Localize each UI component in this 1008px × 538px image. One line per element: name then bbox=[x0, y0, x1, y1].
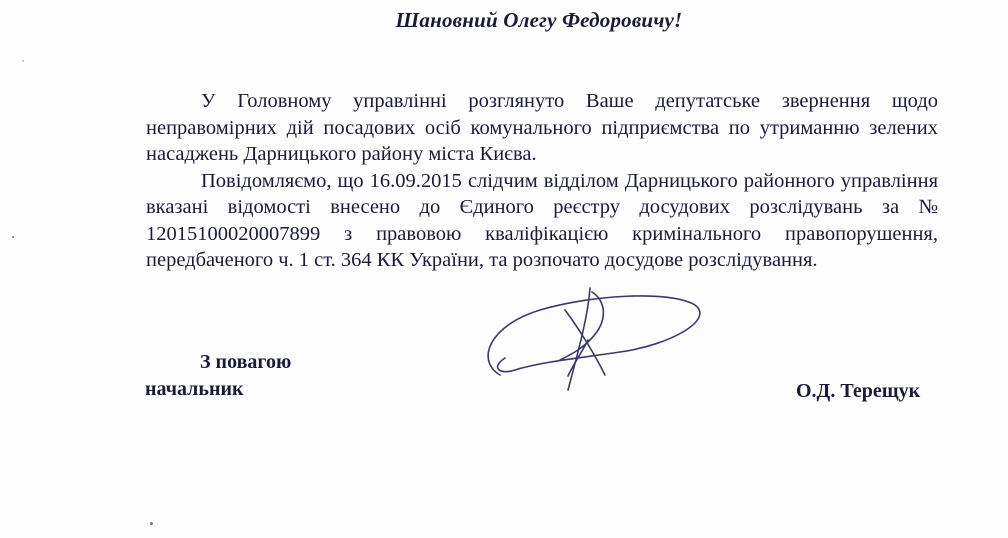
paper-speck bbox=[12, 236, 14, 238]
handwritten-signature bbox=[470, 280, 710, 400]
paper-speck bbox=[150, 522, 153, 525]
closing-regards: З повагою bbox=[200, 351, 292, 373]
paragraph-2: Повідомляємо, що 16.09.2015 слідчим відділом Дарницького районного управління вказані відомості внесено до Єдиного реєстру досудових розслідувань за № 12015100020007899 з правовою кваліфікацією кримінального правопорушення, передбаченого ч. 1 ст. 364 КК України, та розпочато досудове розслідування. bbox=[146, 169, 938, 271]
salutation: Шановний Олегу Федоровичу! bbox=[395, 8, 683, 32]
paper-speck bbox=[22, 60, 24, 62]
closing-title: начальник bbox=[145, 378, 244, 400]
signer-name: О.Д. Терещук bbox=[796, 380, 921, 402]
letter-body bbox=[146, 88, 938, 274]
paragraph-1: У Головному управлінні розглянуто Ваше депутатське звернення щодо неправомірних дій посадових осіб комунального підприємства по утриманню зелених насаджень Дарницького району міста Києва. bbox=[146, 90, 938, 165]
